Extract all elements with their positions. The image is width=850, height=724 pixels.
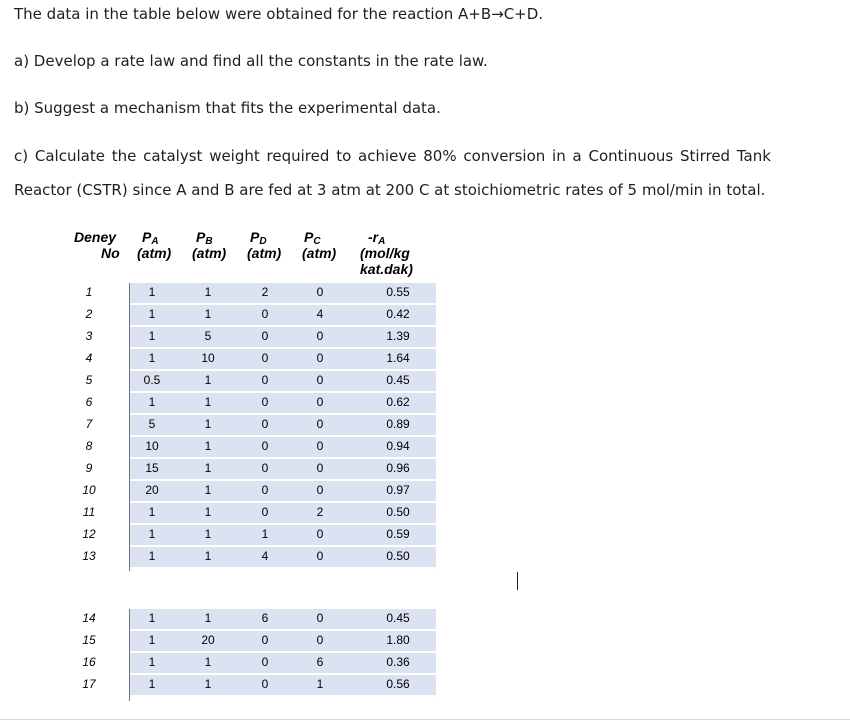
cell-pb: 1	[204, 527, 212, 541]
cell-pd: 0	[261, 329, 269, 343]
word: c)	[14, 147, 29, 165]
cell-pd: 0	[261, 483, 269, 497]
header-no: No	[101, 245, 120, 261]
cell-ra: 0.50	[386, 549, 410, 563]
cell-pa: 1	[148, 307, 156, 321]
cell-ra: 0.45	[386, 373, 410, 387]
cell-no: 13	[82, 549, 96, 563]
cell-pd: 0	[261, 677, 269, 691]
cell-ra: 0.97	[386, 483, 410, 497]
cell-pa: 1	[148, 329, 156, 343]
cell-ra: 0.36	[386, 655, 410, 669]
cell-pd: 0	[261, 351, 269, 365]
cell-pa: 1	[148, 285, 156, 299]
column-divider	[129, 283, 130, 571]
word: Stirred	[680, 147, 731, 165]
cell-ra: 1.39	[386, 329, 410, 343]
cell-no: 7	[85, 417, 93, 431]
cell-pd: 2	[261, 285, 269, 299]
text-cursor	[517, 572, 518, 590]
cell-ra: 1.64	[386, 351, 410, 365]
cell-pb: 1	[204, 439, 212, 453]
cell-no: 15	[82, 633, 96, 647]
header-ra-unit-1: (mol/kg	[360, 245, 410, 261]
word: a	[572, 147, 582, 165]
part-c-line-1	[14, 146, 771, 166]
cell-pa: 10	[145, 439, 159, 453]
cell-ra: 0.45	[386, 611, 410, 625]
cell-pd: 1	[261, 527, 269, 541]
header-pb: $P_B$	[196, 229, 213, 247]
cell-pc: 0	[316, 351, 324, 365]
cell-pd: 0	[261, 655, 269, 669]
cell-pc: 1	[316, 677, 324, 691]
cell-pb: 1	[204, 505, 212, 519]
cell-no: 2	[85, 307, 93, 321]
cell-no: 10	[82, 483, 96, 497]
word: Continuous	[588, 147, 674, 165]
header-pd-unit: (atm)	[247, 245, 282, 261]
cell-pc: 0	[316, 461, 324, 475]
word: 80%	[423, 147, 457, 165]
cell-pa: 1	[148, 611, 156, 625]
cell-pa: 1	[148, 549, 156, 563]
cell-no: 17	[82, 677, 96, 691]
page-bottom-rule	[0, 719, 850, 720]
cell-pb: 1	[204, 285, 212, 299]
column-divider	[129, 609, 130, 701]
header-pa-unit: (atm)	[137, 245, 172, 261]
cell-no: 3	[85, 329, 93, 343]
cell-pa: 20	[145, 483, 159, 497]
cell-pd: 0	[261, 395, 269, 409]
cell-pd: 4	[261, 549, 269, 563]
cell-pb: 1	[204, 395, 212, 409]
header-pa: $P_A$	[142, 229, 159, 247]
cell-no: 12	[82, 527, 96, 541]
cell-pb: 1	[204, 417, 212, 431]
cell-pc: 0	[316, 373, 324, 387]
cell-ra: 0.55	[386, 285, 410, 299]
cell-pc: 6	[316, 655, 324, 669]
cell-pd: 0	[261, 633, 269, 647]
cell-pa: 1	[148, 633, 156, 647]
word: conversion	[463, 147, 546, 165]
word: Calculate	[34, 147, 105, 165]
cell-pc: 0	[316, 329, 324, 343]
cell-pb: 1	[204, 611, 212, 625]
header-deney: Deney	[74, 229, 117, 245]
cell-pc: 0	[316, 439, 324, 453]
header-pd: $P_D$	[250, 229, 267, 247]
cell-pb: 1	[204, 461, 212, 475]
cell-ra: 1.80	[386, 633, 410, 647]
cell-no: 1	[85, 285, 93, 299]
cell-ra: 0.59	[386, 527, 410, 541]
cell-pc: 4	[316, 307, 324, 321]
cell-ra: 0.96	[386, 461, 410, 475]
cell-pa: 1	[148, 677, 156, 691]
cell-no: 16	[82, 655, 96, 669]
word: weight	[209, 147, 260, 165]
cell-pb: 1	[204, 307, 212, 321]
cell-pa: 1	[148, 505, 156, 519]
cell-pc: 0	[316, 611, 324, 625]
cell-pc: 0	[316, 527, 324, 541]
cell-pa: 1	[148, 527, 156, 541]
cell-pc: 2	[316, 505, 324, 519]
cell-pb: 5	[204, 329, 212, 343]
header-pc: $P_C$	[304, 229, 321, 247]
cell-pa: 0.5	[143, 373, 161, 387]
cell-pc: 0	[316, 395, 324, 409]
cell-pc: 0	[316, 483, 324, 497]
word: Tank	[736, 147, 771, 165]
header-ra: $-r_A$	[368, 229, 386, 247]
cell-pc: 0	[316, 417, 324, 431]
part-a-text: a) Develop a rate law and find all the constants in the rate law.	[14, 52, 488, 70]
header-ra-unit-2: kat.dak)	[360, 261, 413, 277]
cell-pb: 1	[204, 655, 212, 669]
cell-no: 9	[85, 461, 93, 475]
word: the	[111, 147, 137, 165]
cell-no: 6	[85, 395, 93, 409]
cell-pb: 1	[204, 483, 212, 497]
cell-pb: 20	[201, 633, 215, 647]
cell-no: 11	[82, 505, 96, 519]
cell-ra: 0.42	[386, 307, 410, 321]
cell-pa: 15	[145, 461, 159, 475]
cell-pd: 0	[261, 417, 269, 431]
word: required	[266, 147, 330, 165]
cell-pd: 0	[261, 461, 269, 475]
cell-pd: 0	[261, 373, 269, 387]
cell-ra: 0.50	[386, 505, 410, 519]
header-pb-unit: (atm)	[192, 245, 227, 261]
word: achieve	[358, 147, 417, 165]
cell-pc: 0	[316, 285, 324, 299]
cell-pd: 0	[261, 505, 269, 519]
part-b-text: b) Suggest a mechanism that fits the experimental data.	[14, 99, 441, 117]
cell-ra: 0.89	[386, 417, 410, 431]
cell-pd: 6	[261, 611, 269, 625]
cell-pa: 1	[148, 395, 156, 409]
word: to	[336, 147, 352, 165]
cell-pc: 0	[316, 549, 324, 563]
cell-ra: 0.94	[386, 439, 410, 453]
cell-pa: 1	[148, 655, 156, 669]
cell-pd: 0	[261, 439, 269, 453]
cell-ra: 0.56	[386, 677, 410, 691]
cell-ra: 0.62	[386, 395, 410, 409]
word: catalyst	[143, 147, 203, 165]
cell-pa: 5	[148, 417, 156, 431]
part-c-line-2: Reactor (CSTR) since A and B are fed at 3 atm at 200 C at stoichiometric rates of 5 mol/min in total.	[14, 181, 766, 199]
intro-text: The data in the table below were obtained for the reaction A+B→C+D.	[14, 5, 544, 23]
cell-no: 14	[82, 611, 96, 625]
cell-pb: 1	[204, 549, 212, 563]
cell-no: 4	[85, 351, 93, 365]
cell-pc: 0	[316, 633, 324, 647]
cell-pb: 1	[204, 677, 212, 691]
cell-pb: 1	[204, 373, 212, 387]
cell-pd: 0	[261, 307, 269, 321]
header-pc-unit: (atm)	[302, 245, 337, 261]
cell-pb: 10	[201, 351, 215, 365]
cell-pa: 1	[148, 351, 156, 365]
cell-no: 5	[85, 373, 93, 387]
cell-no: 8	[85, 439, 93, 453]
word: in	[552, 147, 566, 165]
